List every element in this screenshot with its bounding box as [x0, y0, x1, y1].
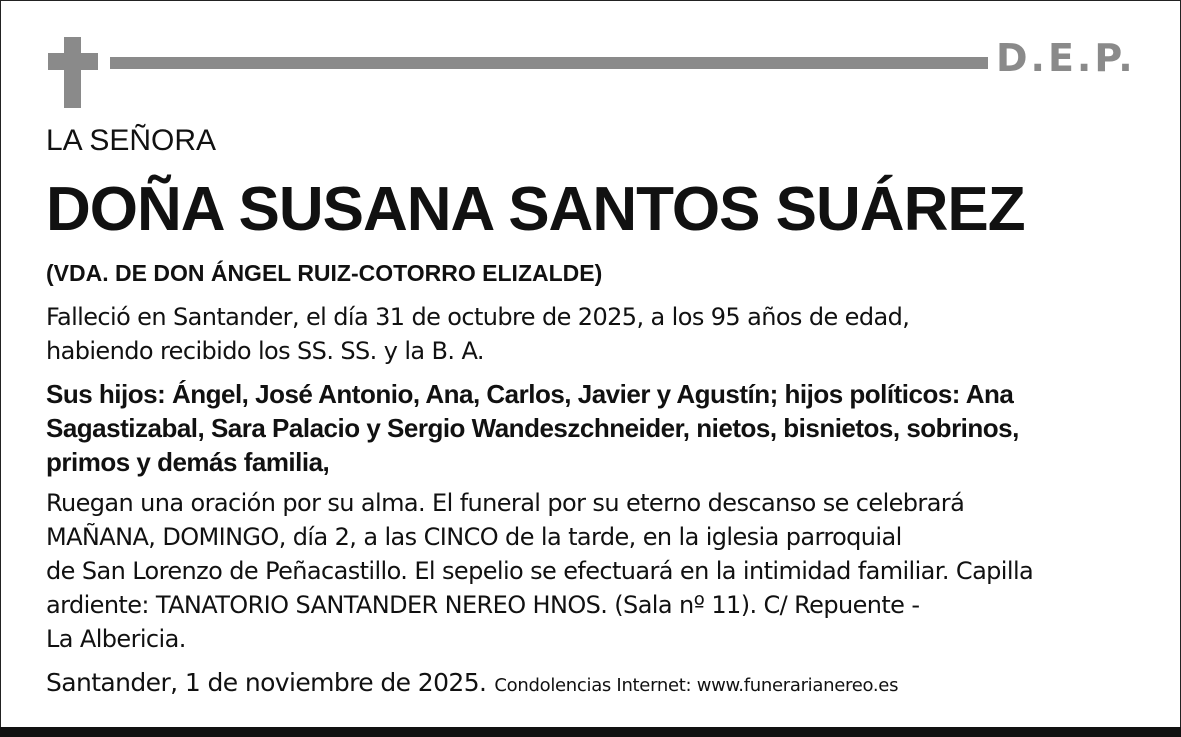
family-paragraph: [46, 377, 1019, 479]
funeral-line: ardiente: TANATORIO SANTANDER NEREO HNOS. (Sala nº 11). C/ Repuente -: [46, 591, 920, 619]
funeral-line: Ruegan una oración por su alma. El funeral por su eterno descanso se celebrará: [46, 489, 965, 517]
funeral-line: de San Lorenzo de Peñacastillo. El sepelio se efectuará en la intimidad familiar. Capilla: [46, 557, 1034, 585]
death-paragraph: [46, 300, 909, 368]
family-line: Sagastizabal, Sara Palacio y Sergio Wandeszchneider, nietos, bisnietos, sobrinos,: [46, 413, 1019, 443]
cross-icon: [48, 37, 98, 108]
funeral-paragraph: [46, 486, 1033, 656]
bottom-rule: [0, 727, 1181, 737]
family-line: Sus hijos: Ángel, José Antonio, Ana, Carlos, Javier y Agustín; hijos políticos: Ana: [46, 379, 1014, 409]
honorific: LA SEÑORA: [46, 124, 217, 157]
header-rule: [110, 57, 988, 69]
funeral-line: MAÑANA, DOMINGO, día 2, a las CINCO de la tarde, en la iglesia parroquial: [46, 523, 902, 551]
death-line: Falleció en Santander, el día 31 de octubre de 2025, a los 95 años de edad,: [46, 303, 910, 331]
deceased-name: DOÑA SUSANA SANTOS SUÁREZ: [46, 175, 1025, 244]
closing-line: [46, 666, 898, 703]
funeral-line: La Albericia.: [46, 625, 186, 653]
dep-label: D.E.P.: [996, 36, 1136, 80]
widow-of: (VDA. DE DON ÁNGEL RUIZ-COTORRO ELIZALDE): [46, 260, 603, 286]
place-date: Santander, 1 de noviembre de 2025.: [46, 668, 487, 697]
death-line: habiendo recibido los SS. SS. y la B. A.: [46, 337, 484, 365]
family-line: primos y demás familia,: [46, 447, 330, 477]
condolences-link[interactable]: Condolencias Internet: www.funerarianereo.es: [494, 675, 899, 696]
